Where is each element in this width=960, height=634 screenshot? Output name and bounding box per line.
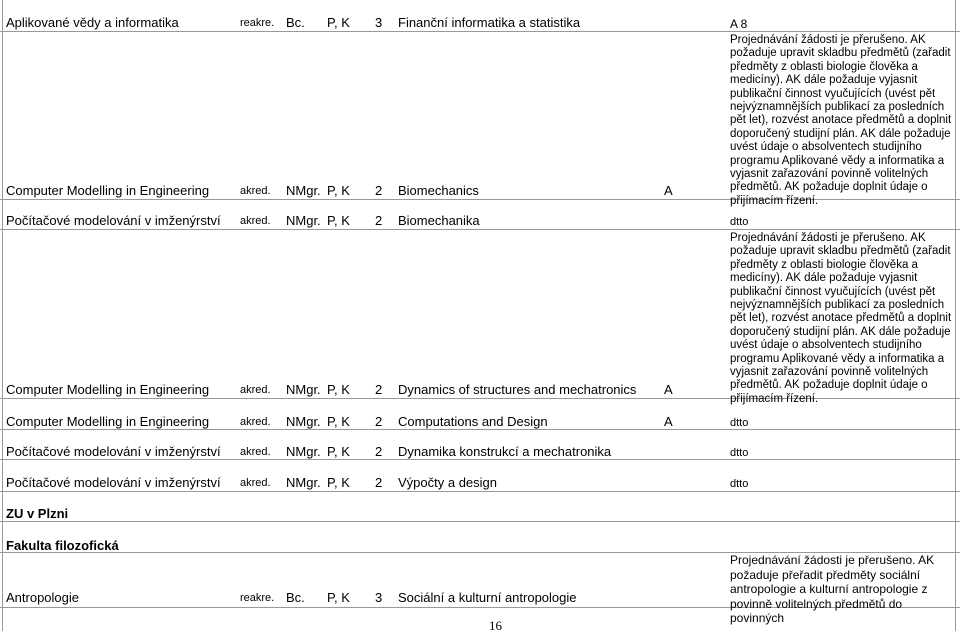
note-cell: dtto <box>730 447 749 459</box>
grid-line <box>955 0 956 631</box>
action-cell: reakre. <box>240 17 275 29</box>
years-cell: 2 <box>375 183 383 198</box>
form-cell: P, K <box>327 475 350 490</box>
name-cell: Computations and Design <box>398 414 548 429</box>
form-cell: P, K <box>327 213 350 228</box>
decision-note: Projednávání žádosti je přerušeno. AK požaduje přeřadit předměty sociální antropologie a kulturní antropologie z povinně volitelných předmětů do povinných <box>730 553 935 625</box>
form-cell: P, K <box>327 15 350 30</box>
level-cell: NMgr. <box>286 183 321 198</box>
program-cell: Počítačové modelování v imženýrství <box>6 213 221 228</box>
level-cell: NMgr. <box>286 475 321 490</box>
lang-cell: A <box>664 382 673 397</box>
note-cell: dtto <box>730 417 749 429</box>
action-cell: reakre. <box>240 592 275 604</box>
years-cell: 3 <box>375 15 383 30</box>
lang-cell: A 8 <box>730 17 748 31</box>
action-cell: akred. <box>240 477 271 489</box>
years-cell: 3 <box>375 590 383 605</box>
program-cell: Počítačové modelování v imženýrství <box>6 444 221 459</box>
grid-line <box>0 429 960 430</box>
form-cell: P, K <box>327 183 350 198</box>
program-cell: Computer Modelling in Engineering <box>6 382 210 397</box>
years-cell: 2 <box>375 475 383 490</box>
program-cell: Computer Modelling in Engineering <box>6 183 210 198</box>
form-cell: P, K <box>327 444 350 459</box>
program-cell: Počítačové modelování v imženýrství <box>6 475 221 490</box>
name-cell: Výpočty a design <box>398 475 498 490</box>
program-cell: Computer Modelling in Engineering <box>6 414 210 429</box>
action-cell: akred. <box>240 185 271 197</box>
name-cell: Sociální a kulturní antropologie <box>398 590 577 605</box>
action-cell: akred. <box>240 384 271 396</box>
level-cell: Bc. <box>286 590 305 605</box>
action-cell: akred. <box>240 446 271 458</box>
university-heading: ZU v Plzni <box>6 506 69 521</box>
name-cell: Dynamics of structures and mechatronics <box>398 382 637 397</box>
level-cell: NMgr. <box>286 213 321 228</box>
program-cell: Aplikované vědy a informatika <box>6 15 179 30</box>
decision-note: Projednávání žádosti je přerušeno. AK požaduje upravit skladbu předmětů (zařadit předměty z oblasti biologie člověka a medicíny). AK dále požaduje vyjasnit publikační činnost vyučujících (uvést pět nejvýznamnějších publikací za posledních pět let), rozvést anotace předmětů a doplnit doporučený studijní plán. AK dále požaduje uvést údaje o absolventech studijního programu Aplikované vědy a informatika a vyjasnit zařazování povinně volitelných předmětů. AK požaduje doplnit údaje o přijímacím řízení. <box>730 232 952 405</box>
lang-cell: A <box>664 414 673 429</box>
form-cell: P, K <box>327 414 350 429</box>
years-cell: 2 <box>375 444 383 459</box>
years-cell: 2 <box>375 382 383 397</box>
years-cell: 2 <box>375 213 383 228</box>
faculty-heading: Fakulta filozofická <box>6 538 119 553</box>
program-cell: Antropologie <box>6 590 79 605</box>
level-cell: NMgr. <box>286 382 321 397</box>
grid-line <box>0 491 960 492</box>
grid-line <box>0 31 960 32</box>
name-cell: Biomechanics <box>398 183 479 198</box>
form-cell: P, K <box>327 590 350 605</box>
note-cell: dtto <box>730 216 749 228</box>
grid-line <box>0 229 960 230</box>
level-cell: NMgr. <box>286 444 321 459</box>
name-cell: Finanční informatika a statistika <box>398 15 581 30</box>
name-cell: Biomechanika <box>398 213 480 228</box>
lang-cell: A <box>664 183 673 198</box>
action-cell: akred. <box>240 215 271 227</box>
page-number: 16 <box>489 618 502 633</box>
level-cell: Bc. <box>286 15 305 30</box>
grid-line <box>0 459 960 460</box>
action-cell: akred. <box>240 416 271 428</box>
years-cell: 2 <box>375 414 383 429</box>
name-cell: Dynamika konstrukcí a mechatronika <box>398 444 612 459</box>
grid-line <box>2 0 3 631</box>
level-cell: NMgr. <box>286 414 321 429</box>
decision-note: Projednávání žádosti je přerušeno. AK požaduje upravit skladbu předmětů (zařadit předměty z oblasti biologie člověka a medicíny). AK dále požaduje vyjasnit publikační činnost vyučujících (uvést pět nejvýznamnějších publikací za posledních pět let), rozvést anotace předmětů a doplnit doporučený studijní plán. AK dále požaduje uvést údaje o absolventech studijního programu Aplikované vědy a informatika a vyjasnit zařazování povinně volitelných předmětů. AK požaduje doplnit údaje o přijímacím řízení. <box>730 34 952 207</box>
note-cell: dtto <box>730 478 749 490</box>
form-cell: P, K <box>327 382 350 397</box>
grid-line <box>0 521 960 522</box>
